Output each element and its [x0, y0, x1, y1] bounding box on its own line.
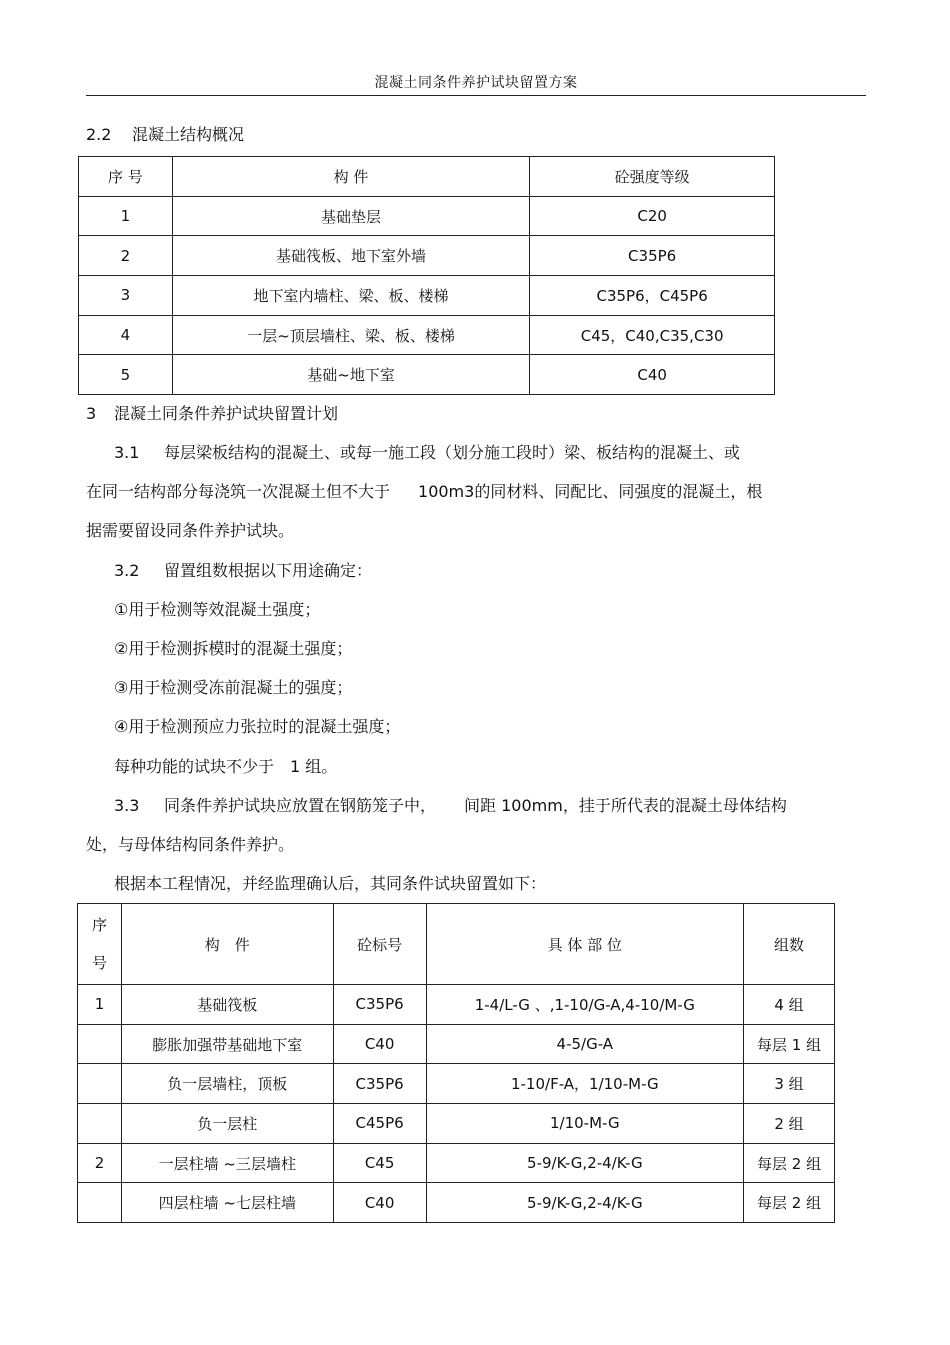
table-row [78, 1104, 835, 1144]
section-2-2-heading [86, 125, 244, 145]
structure-overview-table [78, 156, 775, 395]
header-cell: 砼标号 [333, 904, 426, 985]
table-cell: 每层 1 组 [744, 1024, 835, 1064]
table-cell: 4 组 [744, 985, 835, 1025]
table-cell [78, 1064, 122, 1104]
table-cell: 2 组 [744, 1104, 835, 1144]
para-3-1-line3: 据需要留设同条件养护试块。 [86, 521, 295, 540]
table-cell: 5-9/K-G,2-4/K-G [426, 1183, 744, 1223]
table-cell: C40 [333, 1024, 426, 1064]
table-cell: 一层~顶层墙柱、梁、板、楼梯 [172, 315, 529, 355]
table-cell: C45 [333, 1143, 426, 1183]
list-item: ②用于检测拆模时的混凝土强度； [114, 639, 353, 658]
table-cell: 负一层柱 [121, 1104, 333, 1144]
header-cell: 具 体 部 位 [426, 904, 744, 985]
table-row [78, 1024, 835, 1064]
table-cell: 1-4/L-G 、,1-10/G-A,4-10/M-G [426, 985, 744, 1025]
table-cell: 5-9/K-G,2-4/K-G [426, 1143, 744, 1183]
para-text: 同条件养护试块应放置在钢筋笼子中， [164, 796, 437, 815]
running-header: 混凝土同条件养护试块留置方案 [374, 75, 578, 91]
table-cell: 2 [79, 236, 173, 276]
section-title: 混凝土结构概况 [132, 125, 245, 144]
table-row [78, 1143, 835, 1183]
table-row [78, 1064, 835, 1104]
table-cell: 膨胀加强带基础地下室 [121, 1024, 333, 1064]
para-text: 每层梁板结构的混凝土、或每一施工段（划分施工段时）梁、板结构的混凝土、或 [164, 443, 741, 462]
para-3-3-line1 [114, 796, 787, 816]
table-cell: 四层柱墙 ~七层柱墙 [121, 1183, 333, 1223]
header-cell: 构 件 [172, 157, 529, 197]
table-row [78, 1183, 835, 1223]
table-cell: 基础筏板、地下室外墙 [172, 236, 529, 276]
table-cell: 3 [79, 276, 173, 316]
table-cell: 4 [79, 315, 173, 355]
para-3-2-intro [114, 561, 372, 581]
section-number: 3 [86, 404, 97, 423]
table-row [78, 985, 835, 1025]
table-cell: 1 [79, 196, 173, 236]
table-cell: 1-10/F-A，1/10-M-G [426, 1064, 744, 1104]
table-cell: C20 [530, 196, 775, 236]
table-cell: C45，C40,C35,C30 [530, 315, 775, 355]
table-cell: 一层柱墙 ~三层墙柱 [121, 1143, 333, 1183]
section-title: 混凝土同条件养护试块留置计划 [114, 404, 339, 423]
table-cell: 1 [78, 985, 122, 1025]
table-row [79, 315, 775, 355]
table-cell: 基础~地下室 [172, 355, 529, 395]
para-3-3-line2: 处，与母体结构同条件养护。 [86, 835, 295, 854]
para-number: 3.3 [114, 796, 140, 815]
header-rule [86, 95, 866, 96]
para-text: 留置组数根据以下用途确定： [164, 561, 373, 580]
list-item: ③用于检测受冻前混凝土的强度； [114, 678, 353, 697]
table-cell: 地下室内墙柱、梁、板、楼梯 [172, 276, 529, 316]
table-row [79, 355, 775, 395]
para-3-2-closing: 每种功能的试块不少于 1 组。 [114, 757, 338, 776]
para-text: 间距 100mm，挂于所代表的混凝土母体结构 [464, 796, 787, 815]
header-text: 序 [91, 916, 107, 934]
table-cell: C40 [530, 355, 775, 395]
table-cell: C35P6，C45P6 [530, 276, 775, 316]
list-item: ①用于检测等效混凝土强度； [114, 600, 321, 619]
header-text: 号 [91, 954, 107, 972]
header-cell: 构 件 [121, 904, 333, 985]
table-cell: 3 组 [744, 1064, 835, 1104]
table-cell: 2 [78, 1143, 122, 1183]
table-cell [78, 1104, 122, 1144]
table-cell: 4-5/G-A [426, 1024, 744, 1064]
table-cell: C35P6 [333, 985, 426, 1025]
table-row [79, 196, 775, 236]
para-3-1-line2 [86, 482, 762, 502]
section-number: 2.2 [86, 125, 112, 144]
header-cell: 序 号 [79, 157, 173, 197]
header-cell-seq [78, 904, 122, 985]
para-text: 100m3的同材料、同配比、同强度的混凝土，根 [418, 482, 763, 501]
table-row [79, 276, 775, 316]
table-cell: 基础筏板 [121, 985, 333, 1025]
table-cell: C35P6 [333, 1064, 426, 1104]
table-cell: 每层 2 组 [744, 1183, 835, 1223]
table-cell: 每层 2 组 [744, 1143, 835, 1183]
table-cell [78, 1024, 122, 1064]
header-cell: 组数 [744, 904, 835, 985]
table-header-row [79, 157, 775, 197]
list-item: ④用于检测预应力张拉时的混凝土强度； [114, 717, 401, 736]
para-3-1-line1 [114, 443, 740, 463]
table-cell: C45P6 [333, 1104, 426, 1144]
table-cell: 负一层墙柱，顶板 [121, 1064, 333, 1104]
section-3-heading [86, 404, 338, 424]
para-number: 3.1 [114, 443, 140, 462]
para-text: 在同一结构部分每浇筑一次混凝土但不大于 [86, 482, 391, 501]
table-row [79, 236, 775, 276]
table-cell: 5 [79, 355, 173, 395]
para-intro-table2: 根据本工程情况，并经监理确认后，其同条件试块留置如下： [114, 874, 547, 893]
table-cell: C35P6 [530, 236, 775, 276]
para-number: 3.2 [114, 561, 140, 580]
table-cell: 基础垫层 [172, 196, 529, 236]
table-cell: 1/10-M-G [426, 1104, 744, 1144]
table-header-row [78, 904, 835, 985]
header-cell: 砼强度等级 [530, 157, 775, 197]
table-cell [78, 1183, 122, 1223]
table-cell: C40 [333, 1183, 426, 1223]
specimen-placement-table [77, 903, 835, 1223]
